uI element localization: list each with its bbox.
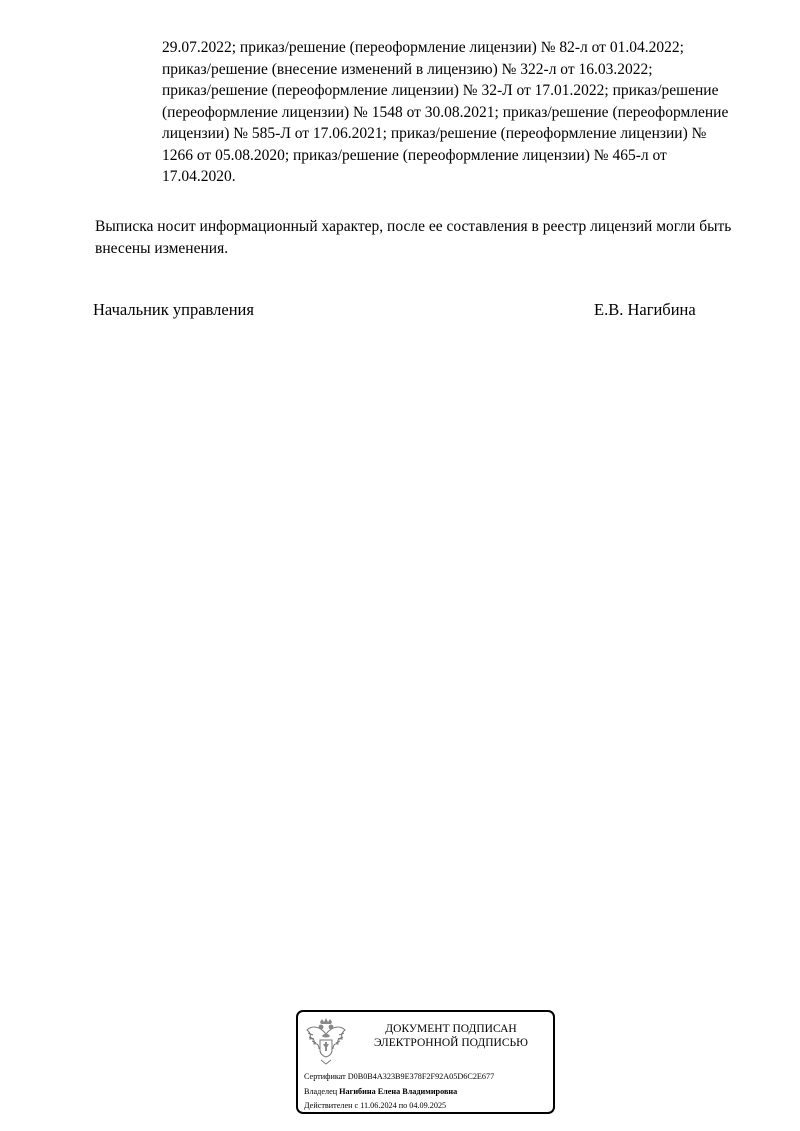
owner-label: Владелец <box>304 1086 338 1096</box>
owner-value: Нагибина Елена Владимировна <box>339 1086 458 1096</box>
note-line: Выписка носит информационный характер, после ее составления в реестр лицензий могли быть <box>95 218 732 235</box>
license-history-line: приказ/решение (внесение изменений в лицензию) № 322-л от 16.03.2022; <box>162 60 653 78</box>
signatory-name: Е.В. Нагибина <box>594 300 696 319</box>
license-history-line: 17.04.2020. <box>162 168 236 185</box>
certificate-value: D0B0B4A323B9E378F2F92A05D6C2E677 <box>347 1072 495 1081</box>
license-history-line: 1266 от 05.08.2020; приказ/решение (переоформление лицензии) № 465-л от <box>162 146 667 164</box>
license-history-line: (переоформление лицензии) № 1548 от 30.08.2021; приказ/решение (переоформление <box>162 103 729 121</box>
stamp-details <box>304 1070 552 1114</box>
informational-note <box>95 216 775 259</box>
certificate-label: Сертификат <box>304 1072 346 1081</box>
owner-row <box>304 1085 552 1100</box>
russian-coat-of-arms-icon <box>304 1016 348 1068</box>
validity-row: Действителен с 11.06.2024 по 04.09.2025 <box>304 1101 447 1110</box>
e-signature-stamp <box>296 1010 555 1114</box>
signatory-position: Начальник управления <box>93 300 254 319</box>
stamp-title <box>356 1022 546 1050</box>
license-history-line: приказ/решение (переоформление лицензии) № 32-Л от 17.01.2022; приказ/решение <box>162 82 719 99</box>
stamp-title-line: ДОКУМЕНТ ПОДПИСАН <box>385 1023 517 1035</box>
license-history-continuation <box>162 37 762 188</box>
stamp-title-line: ЭЛЕКТРОННОЙ ПОДПИСЬЮ <box>374 1037 528 1049</box>
license-history-line: 29.07.2022; приказ/решение (переоформление лицензии) № 82-л от 01.04.2022; <box>162 39 684 56</box>
certificate-row <box>304 1070 552 1085</box>
license-history-line: лицензии) № 585-Л от 17.06.2021; приказ/решение (переоформление лицензии) № <box>162 125 707 142</box>
note-line: внесены изменения. <box>95 239 229 257</box>
